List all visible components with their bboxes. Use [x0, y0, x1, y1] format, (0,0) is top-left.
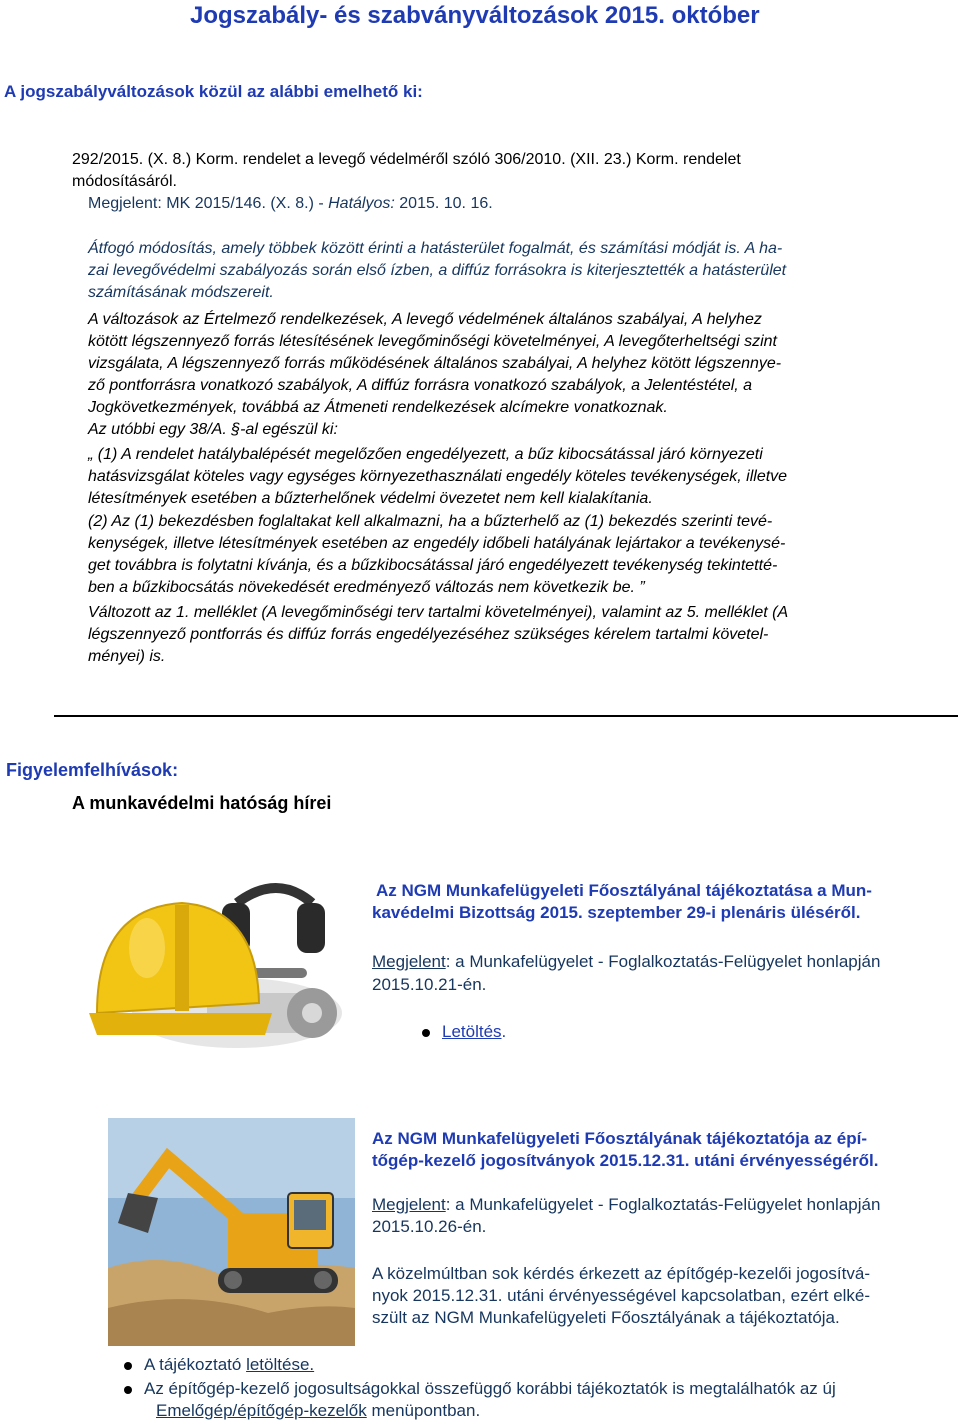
- law-body-line: Változott az 1. melléklet (A levegőminőségi terv tartalmi követelményei), valamint az 5. melléklet (A: [88, 604, 789, 621]
- law-body-line: ményei) is.: [88, 648, 166, 665]
- notice-1-download: [422, 1021, 506, 1043]
- law-body-line: létesítmények esetében a bűzterhelőnek védelmi övezetet nem kell kialakítania.: [88, 490, 653, 507]
- law-body-line: ben a bűzkibocsátás növekedését eredményező változás nem következik be. ”: [88, 579, 645, 596]
- bullet-icon: [124, 1362, 132, 1370]
- bullet-icon: [124, 1386, 132, 1394]
- bullet-item: [124, 1378, 836, 1400]
- law-body-line: légszennyező pontforrás és diffúz forrás engedélyezéséhez szükséges kérelem tartalmi követel-: [88, 626, 769, 643]
- bullet-item: [124, 1354, 314, 1376]
- bullet-text: menüpontban.: [366, 1401, 481, 1420]
- published-text: : a Munkafelügyelet - Foglalkoztatás-Felügyelet honlapján: [445, 1195, 881, 1214]
- law-body-line: vizsgálata, A légszennyező forrás működésének általános szabályai, A helyhez kötött légszennye-: [88, 355, 782, 372]
- notice-2-title-line-2: tőgép-kezelő jogosítványok 2015.12.31. utáni érvényességéről.: [372, 1151, 879, 1170]
- law-body-line: (2) Az (1) bekezdésben foglaltakat kell alkalmazni, ha a bűzterhelő az (1) bekezdés szerinti tevé-: [88, 513, 773, 530]
- law-title-line-2: módosításáról.: [72, 173, 177, 190]
- helmet-icon: [87, 863, 347, 1058]
- notice-1-title-line-2: kavédelmi Bizottság 2015. szeptember 29-i plenáris üléséről.: [372, 903, 861, 922]
- bullet-icon: [422, 1029, 430, 1037]
- safety-gear-image: [87, 863, 347, 1058]
- notices-heading: Figyelemfelhívások:: [6, 760, 179, 780]
- notice-2-title-line-1: Az NGM Munkafelügyeleti Főosztályának tájékoztatója az épí-: [372, 1129, 867, 1148]
- excavator-image: [108, 1118, 355, 1346]
- law-dates: [88, 193, 493, 215]
- notice-2-date: 2015.10.26-én.: [372, 1217, 487, 1236]
- notices-subheading: A munkavédelmi hatóság hírei: [72, 793, 332, 813]
- notice-1-published: [372, 951, 880, 973]
- law-body-line: Az utóbbi egy 38/A. §-al egészül ki:: [88, 421, 338, 438]
- bullet-text: Az építőgép-kezelő jogosultságokkal összefüggő korábbi tájékoztatók is megtalálhatók az új: [144, 1379, 836, 1398]
- published-label: Megjelent:: [88, 195, 162, 212]
- published-label: Megjelent: [372, 952, 446, 971]
- bullet-text: A tájékoztató: [144, 1355, 247, 1374]
- download-link[interactable]: Letöltés: [442, 1022, 502, 1041]
- page-subtitle: A jogszabályváltozások közül az alábbi emelhető ki:: [4, 82, 423, 101]
- section-divider: [54, 715, 958, 717]
- effective-value: 2015. 10. 16.: [394, 195, 493, 212]
- law-body-line: get továbbra is folytatni kívánja, és a bűzkibocsátással járó engedélyezett tevékenység tekintetté-: [88, 557, 778, 574]
- notice-2-published: [372, 1194, 880, 1216]
- law-body-line: kötött légszennyező forrás létesítésének levegőminőségi követelményei, A levegőterheltségi szint: [88, 333, 777, 350]
- notice-1-title-line-1: Az NGM Munkafelügyeleti Főosztályánal tájékoztatása a Mun-: [376, 881, 872, 900]
- bullet-item-continuation: [156, 1400, 480, 1422]
- notice-2-desc-line: nyok 2015.12.31. utáni érvényességével kapcsolatban, ezért elké-: [372, 1286, 871, 1305]
- notice-1-date: 2015.10.21-én.: [372, 975, 487, 994]
- published-text: : a Munkafelügyelet - Foglalkoztatás-Felügyelet honlapján: [445, 952, 881, 971]
- law-body-line: Jogkövetkezmények, továbbá az Átmeneti rendelkezések alcímekre vonatkoznak.: [88, 399, 668, 416]
- notice-2-desc-line: szült az NGM Munkafelügyeleti Főosztályának a tájékoztatója.: [372, 1308, 840, 1327]
- law-body-line: Átfogó módosítás, amely többek között érinti a hatásterület fogalmát, és számítási módját is. A ha-: [88, 240, 783, 257]
- law-body-line: ző pontforrásra vonatkozó szabályok, A diffúz forrásra vonatkozó szabályok, a Jelentéstétel, a: [88, 377, 753, 394]
- published-label: Megjelent: [372, 1195, 446, 1214]
- law-body-line: számításának módszereit.: [88, 284, 274, 301]
- law-body-line: A változások az Értelmező rendelkezések, A levegő védelmének általános szabályai, A helyhez: [88, 311, 762, 328]
- excavator-icon: [108, 1118, 355, 1346]
- law-body-line: kenységek, illetve létesítmények esetében az engedély időbeli hatályának lejártakor a tevékenysé-: [88, 535, 786, 552]
- operators-menu-link[interactable]: Emelőgép/építőgép-kezelők: [156, 1401, 367, 1420]
- download-link-suffix: .: [501, 1022, 507, 1041]
- law-body-line: „ (1) A rendelet hatálybalépését megelőzően engedélyezett, a bűz kibocsátással járó környezeti: [88, 446, 763, 463]
- law-body-line: hatásvizsgálat köteles vagy egységes környezethasználati engedély köteles tevékenységek, illetve: [88, 468, 788, 485]
- law-body-line: zai levegővédelmi szabályozás során első ízben, a diffúz forrásokra is kiterjesztették a hatásterület: [88, 262, 787, 279]
- download-guide-link[interactable]: letöltése.: [246, 1355, 315, 1374]
- published-value: MK 2015/146. (X. 8.) -: [161, 195, 329, 212]
- effective-label: Hatályos:: [328, 195, 395, 212]
- page-title: Jogszabály- és szabványváltozások 2015. október: [190, 2, 760, 29]
- law-title-line-1: 292/2015. (X. 8.) Korm. rendelet a levegő védelméről szóló 306/2010. (XII. 23.) Korm. rendelet: [72, 151, 741, 168]
- notice-2-desc-line: A közelmúltban sok kérdés érkezett az építőgép-kezelői jogosítvá-: [372, 1264, 870, 1283]
